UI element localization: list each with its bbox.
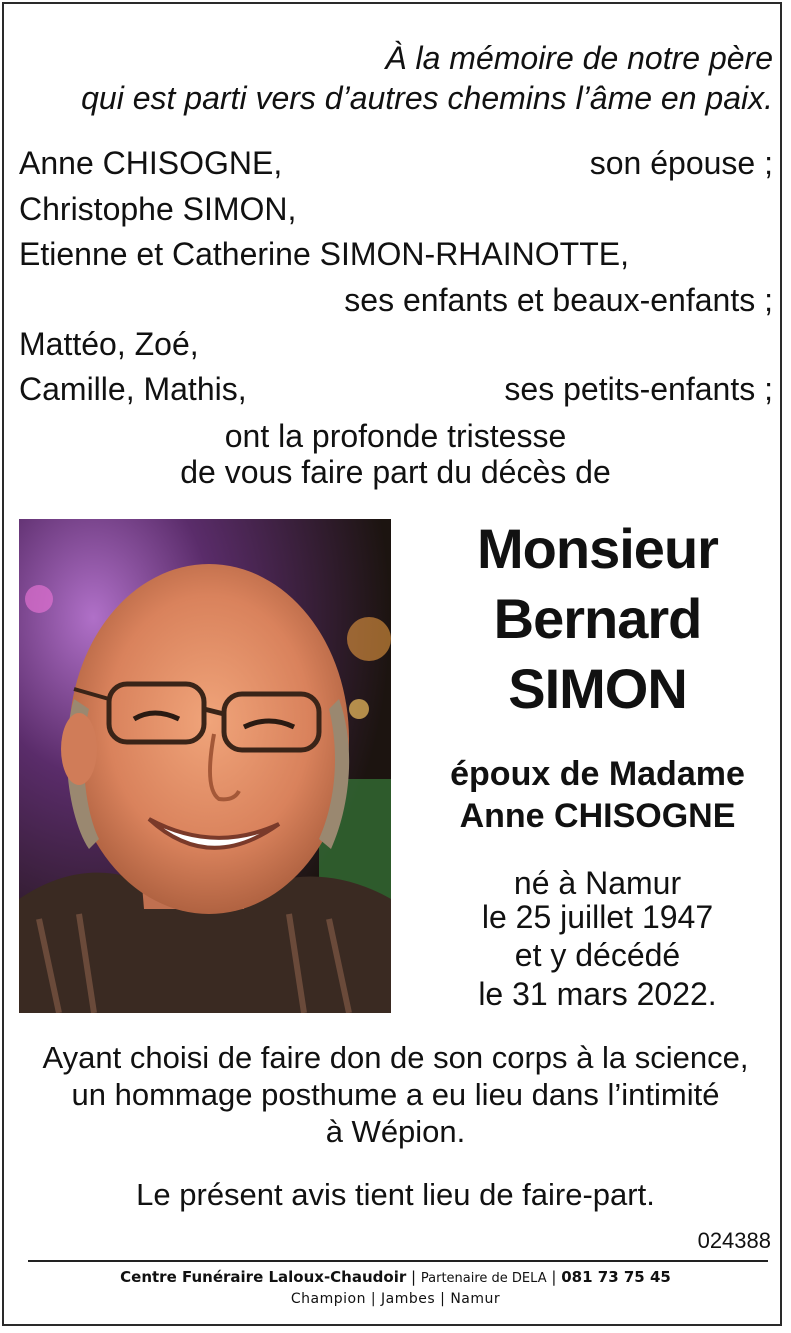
announce-line-2: de vous faire part du décès de (180, 454, 611, 490)
deceased-title: Monsieur (477, 517, 718, 580)
role-children: ses enfants et beaux-enfants ; (344, 282, 773, 318)
deceased-last-name: SIMON (508, 657, 687, 720)
portrait-photo (19, 519, 391, 1013)
role-spouse: son épouse ; (589, 145, 773, 181)
notice-line-3: à Wépion. (325, 1114, 466, 1149)
notice-line-2: un hommage posthume a eu lieu dans l’intimité (71, 1077, 720, 1112)
family-line-child-2: Etienne et Catherine SIMON-RHAINOTTE, (19, 236, 629, 272)
family-line-spouse: Anne CHISOGNE, (19, 145, 283, 181)
partner-text: Partenaire de DELA (420, 1271, 547, 1286)
closing-line: Le présent avis tient lieu de faire-part. (136, 1177, 655, 1212)
notice-line-1: Ayant choisi de faire don de son corps à la science, (42, 1040, 749, 1075)
phone-number: 081 73 75 45 (561, 1268, 671, 1286)
family-line-grandchildren-2: Camille, Mathis, (19, 371, 247, 407)
dedication-line-2: qui est parti vers d’autres chemins l’âme en paix. (81, 80, 773, 116)
death-place: et y décédé (514, 937, 681, 973)
funeral-home-locations: Champion | Jambes | Namur (290, 1291, 501, 1307)
reference-number: 024388 (697, 1228, 771, 1253)
birth-place: né à Namur (513, 865, 682, 901)
separator: | (411, 1268, 417, 1286)
birth-date: le 25 juillet 1947 (481, 899, 714, 935)
death-date: le 31 mars 2022. (478, 976, 717, 1012)
dedication-line-1: À la mémoire de notre père (385, 40, 773, 76)
funeral-home-line (0, 1268, 791, 1288)
deceased-first-name: Bernard (493, 587, 702, 650)
footer-divider (28, 1260, 768, 1262)
announce-line-1: ont la profonde tristesse (224, 418, 567, 454)
role-grandchildren: ses petits-enfants ; (504, 371, 773, 407)
family-line-grandchildren-1: Mattéo, Zoé, (19, 326, 199, 362)
funeral-home-name: Centre Funéraire Laloux-Chaudoir (120, 1268, 407, 1286)
family-line-child-1: Christophe SIMON, (19, 191, 297, 227)
spouse-line-2: Anne CHISOGNE (459, 797, 736, 835)
separator: | (551, 1268, 557, 1286)
spouse-line-1: époux de Madame (450, 755, 745, 793)
